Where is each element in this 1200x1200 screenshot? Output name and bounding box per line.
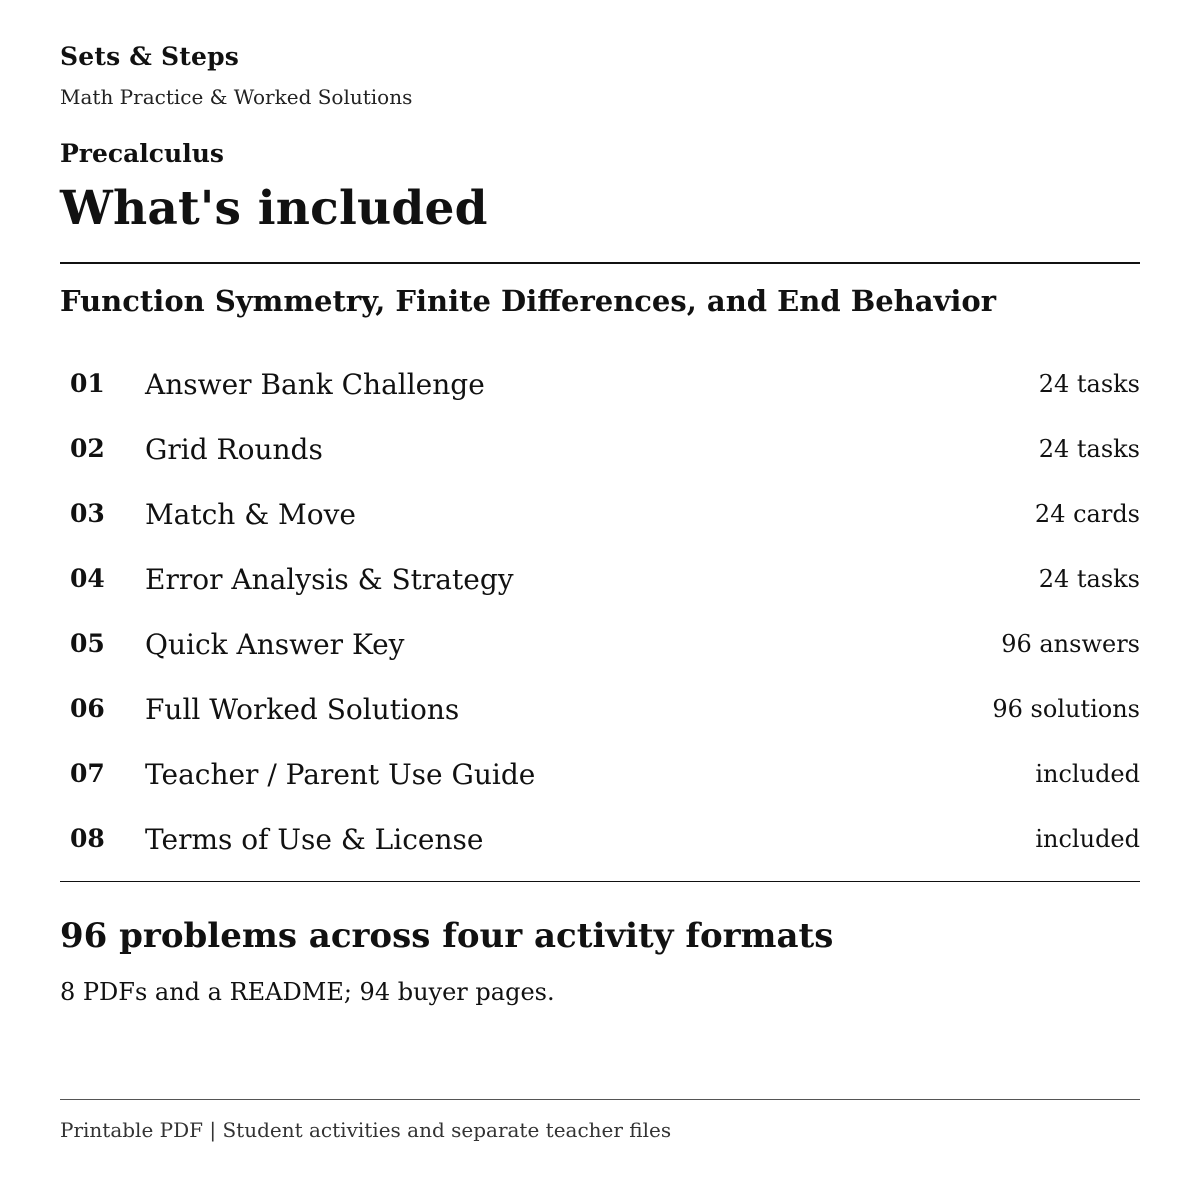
list-item (60, 807, 1140, 872)
item-count: 24 cards (1034, 500, 1140, 528)
item-number: 02 (70, 434, 105, 463)
item-name: Grid Rounds (145, 433, 323, 466)
item-count: included (1035, 825, 1140, 853)
item-count: 24 tasks (1038, 435, 1140, 463)
item-number: 05 (70, 629, 105, 658)
item-count: 96 answers (1001, 630, 1140, 658)
item-name: Answer Bank Challenge (145, 368, 485, 401)
summary-text: 8 PDFs and a README; 94 buyer pages. (60, 978, 555, 1006)
item-number: 07 (70, 759, 105, 788)
brand-name: Sets & Steps (60, 42, 240, 71)
list-item (60, 547, 1140, 612)
item-count: 24 tasks (1038, 370, 1140, 398)
header-divider (60, 262, 1140, 264)
page-title: What's included (60, 181, 488, 236)
item-number: 06 (70, 694, 105, 723)
item-number: 01 (70, 369, 105, 398)
item-name: Full Worked Solutions (145, 693, 460, 726)
item-count: 96 solutions (992, 695, 1140, 723)
topic-heading: Function Symmetry, Finite Differences, and End Behavior (60, 284, 997, 318)
item-name: Error Analysis & Strategy (145, 563, 514, 596)
list-item (60, 482, 1140, 547)
item-count: 24 tasks (1038, 565, 1140, 593)
list-item (60, 677, 1140, 742)
item-number: 03 (70, 499, 105, 528)
list-item (60, 417, 1140, 482)
course-label: Precalculus (60, 139, 224, 168)
contents-list (60, 352, 1140, 872)
summary-heading: 96 problems across four activity formats (60, 916, 834, 956)
list-item (60, 742, 1140, 807)
item-name: Quick Answer Key (145, 628, 405, 661)
item-name: Terms of Use & License (145, 823, 484, 856)
item-name: Teacher / Parent Use Guide (145, 758, 536, 791)
item-number: 04 (70, 564, 105, 593)
item-name: Match & Move (145, 498, 356, 531)
contents-divider (60, 881, 1140, 882)
footer-text: Printable PDF | Student activities and separate teacher files (60, 1118, 672, 1142)
item-count: included (1035, 760, 1140, 788)
list-item (60, 352, 1140, 417)
footer-divider (60, 1099, 1140, 1100)
list-item (60, 612, 1140, 677)
item-number: 08 (70, 824, 105, 853)
brand-tagline: Math Practice & Worked Solutions (60, 85, 413, 109)
product-page (60, 0, 1140, 1200)
